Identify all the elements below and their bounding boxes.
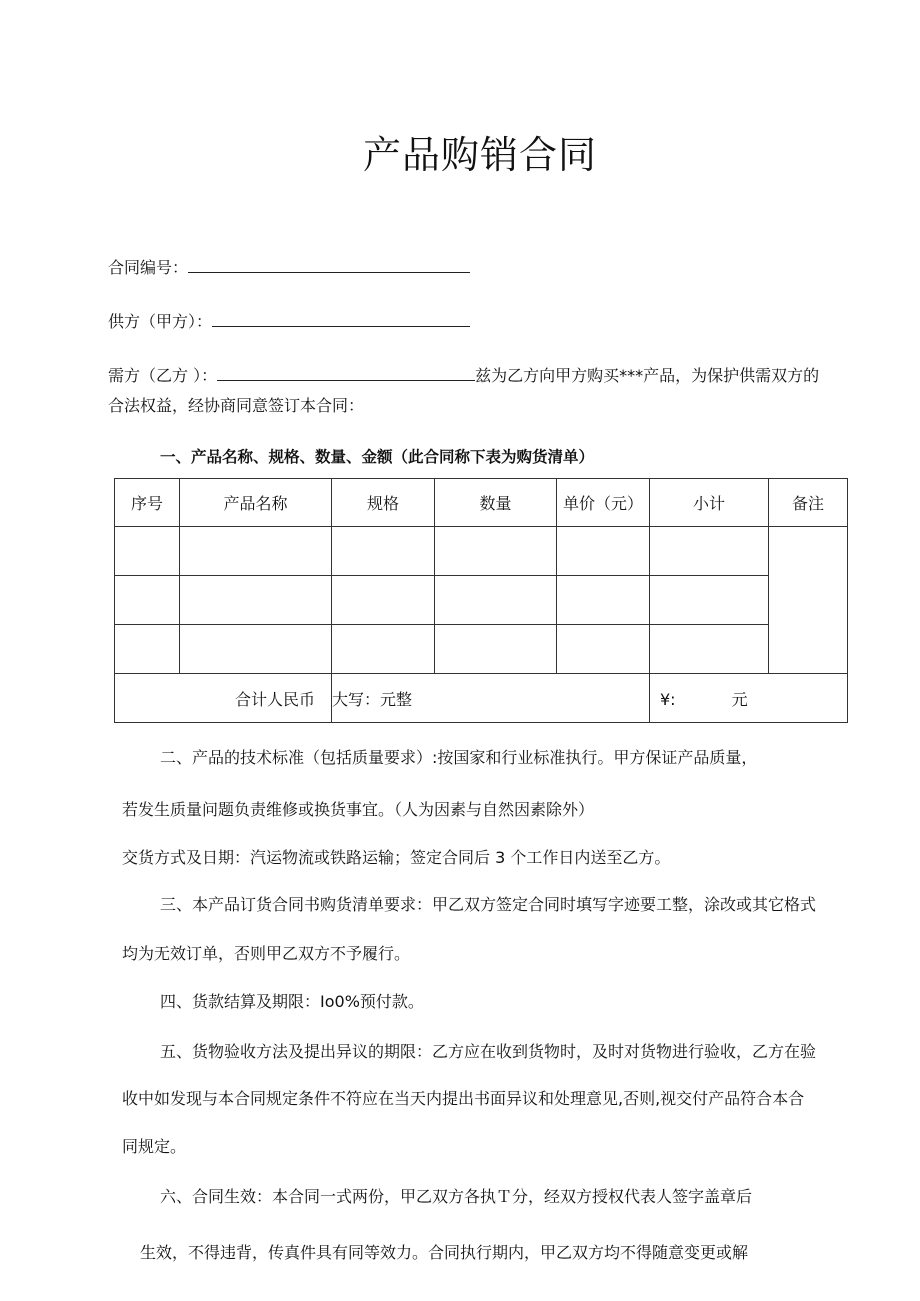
section-2-line-2: 若发生质量问题负责维修或换货事宜。（人为因素与自然因素除外） [122, 800, 595, 819]
table-row [115, 527, 848, 576]
table-row [115, 625, 848, 674]
table-row [115, 576, 848, 625]
table-cell[interactable] [180, 576, 332, 625]
total-label: 合计人民币 [115, 674, 332, 723]
table-cell[interactable] [115, 527, 180, 576]
section-5-line-3: 同规定。 [122, 1137, 187, 1156]
header-product-name: 产品名称 [180, 479, 332, 527]
table-cell[interactable] [557, 576, 650, 625]
table-cell[interactable] [115, 576, 180, 625]
header-subtotal: 小计 [650, 479, 769, 527]
table-cell[interactable] [557, 527, 650, 576]
buyer-blank[interactable] [217, 364, 475, 381]
table-cell[interactable] [557, 625, 650, 674]
table-cell[interactable] [115, 625, 180, 674]
header-unit-price: 单价（元） [557, 479, 650, 527]
table-cell[interactable] [650, 625, 769, 674]
section-3-line-2: 均为无效订单，否则甲乙双方不予履行。 [122, 944, 411, 963]
contract-number-blank[interactable] [188, 256, 470, 273]
supplier-field [108, 309, 470, 332]
header-spec: 规格 [332, 479, 435, 527]
contract-number-label: 合同编号： [108, 258, 189, 277]
contract-number-field [108, 255, 470, 278]
remarks-cell[interactable] [769, 527, 848, 674]
section-6-line-1: 六、合同生效：本合同一式两份，甲乙双方各执Ｔ分，经双方授权代表人签字盖章后 [160, 1187, 753, 1206]
yuan-symbol: ¥: [660, 689, 676, 709]
supplier-label: 供方（甲方）： [108, 312, 213, 331]
document-title: 产品购销合同 [362, 133, 597, 177]
table-cell[interactable] [180, 625, 332, 674]
total-in-words[interactable]: 大写：元整 [332, 674, 650, 723]
table-cell[interactable] [332, 527, 435, 576]
table-cell[interactable] [435, 576, 557, 625]
table-header-row [115, 479, 848, 527]
yuan-unit: 元 [731, 689, 748, 709]
total-amount[interactable] [650, 674, 848, 723]
section-6-line-2: 生效，不得违背，传真件具有同等效力。合同执行期内，甲乙双方均不得随意变更或解 [140, 1243, 749, 1262]
delivery-terms: 交货方式及日期：汽运物流或铁路运输；签定合同后 3 个工作日内送至乙方。 [122, 848, 671, 867]
header-quantity: 数量 [435, 479, 557, 527]
table-cell[interactable] [650, 527, 769, 576]
table-cell[interactable] [650, 576, 769, 625]
section-3-line-1: 三、本产品订货合同书购货清单要求：甲乙双方签定合同时填写字迹要工整，涂改或其它格式 [160, 895, 817, 914]
supplier-blank[interactable] [212, 310, 470, 327]
table-cell[interactable] [332, 576, 435, 625]
header-index: 序号 [115, 479, 180, 527]
intro-line-2: 合法权益，经协商同意签订本合同： [108, 396, 365, 415]
section-5-line-1: 五、货物验收方法及提出异议的期限：乙方应在收到货物时，及时对货物进行验收，乙方在验 [160, 1042, 817, 1061]
intro-text: 兹为乙方向甲方购买***产品，为保护供需双方的 [475, 366, 820, 385]
table-cell[interactable] [435, 625, 557, 674]
table-cell[interactable] [180, 527, 332, 576]
total-row [115, 674, 848, 723]
buyer-field [108, 363, 819, 386]
header-remarks: 备注 [769, 479, 848, 527]
buyer-label: 需方（乙方 ）： [108, 366, 218, 385]
purchase-list-table [114, 478, 848, 723]
section-2-line-1: 二、产品的技术标准（包括质量要求）:按国家和行业标准执行。甲方保证产品质量， [160, 748, 758, 767]
section-4: 四、货款结算及期限：Io0%预付款。 [160, 992, 424, 1011]
section-5-line-2: 收中如发现与本合同规定条件不符应在当天内提出书面异议和处理意见,否则,视交付产品符合本合 [122, 1089, 805, 1108]
table-cell[interactable] [332, 625, 435, 674]
table-cell[interactable] [435, 527, 557, 576]
section-1-heading: 一、产品名称、规格、数量、金额（此合同称下表为购货清单） [160, 448, 595, 466]
